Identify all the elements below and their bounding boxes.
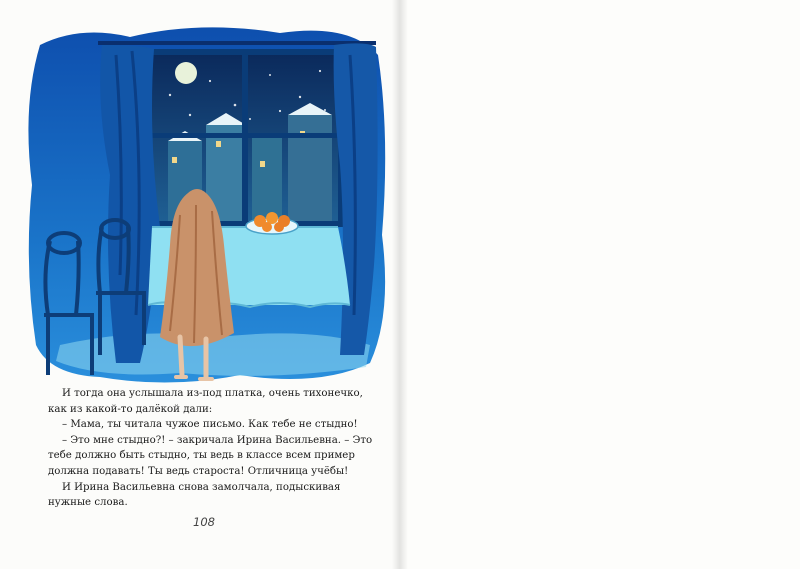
paragraph: – Мама, ты читала чужое письмо. Как тебе не стыдно! [62,419,358,431]
book-gutter [392,0,408,569]
right-page [400,0,800,569]
left-page-text [48,386,380,511]
paragraph: И тогда она услышала из-под платка, очень тихонечко, как из какой-то далёкой дали: [48,388,363,415]
page-number-left: 108 [193,515,215,529]
paragraph: – Это мне стыдно?! – закричала Ирина Васильевна. – Это тебе должно быть стыдно, ты ведь в классе всем пример должна подавать! Ты ведь староста! Отличница учёбы! [48,434,373,477]
window-night-illustration [20,15,390,393]
paragraph: И Ирина Васильевна снова замолчала, подыскивая нужные слова. [48,481,341,509]
